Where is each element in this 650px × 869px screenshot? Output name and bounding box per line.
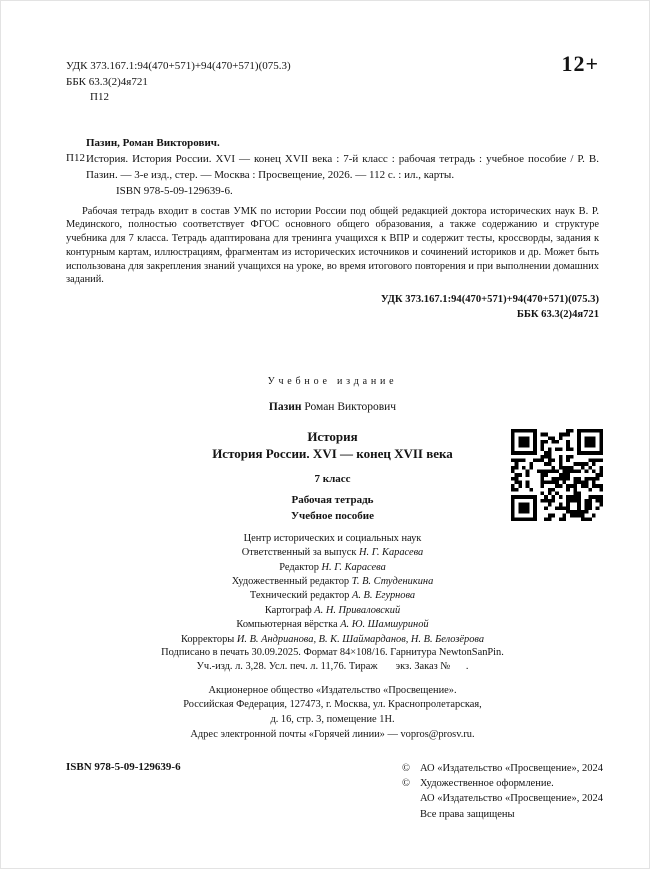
edition-author	[66, 401, 599, 413]
copyright-symbol	[402, 791, 420, 806]
age-rating-mark: 12+	[561, 51, 599, 76]
credit-name: И. В. Андрианова, В. К. Шаймарданов, Н. В. Белозёрова	[236, 633, 485, 645]
credit-line	[66, 633, 599, 647]
header	[66, 51, 599, 106]
author-surname: Пазин	[268, 401, 302, 413]
subtitle-edu-aid: Учебное пособие	[290, 509, 375, 522]
credit-role: Технический редактор	[249, 590, 350, 602]
imprint-line1: Подписано в печать 30.09.2025. Формат 84×108/16. Гарнитура NewtonSanPin.	[161, 647, 504, 658]
credit-line	[66, 561, 599, 575]
credit-role: Художественный редактор	[231, 576, 350, 588]
copyright-block	[402, 761, 603, 822]
credit-name: Н. Г. Карасева	[359, 547, 424, 559]
grade-label: 7 класс	[314, 473, 351, 486]
biblio-author: Пазин, Роман Викторович.	[86, 137, 220, 149]
staff-credits	[66, 532, 599, 647]
credit-role: Ответственный за выпуск	[241, 547, 357, 559]
annotation-paragraph: Рабочая тетрадь входит в состав УМК по истории России под общей редакцией доктора исторических наук В. Р. Мединского, полностью соответствует ФГОС основного общего образования, а также содержанию и структуре учебника для 7 класса. Тетрадь адаптирована для тренинга учащихся к ВПР и содержит тесты, кроссворды, задания к контурным картам, иллюстрациям, фрагментам из исторических источников и сочинений историков и др. Может быть использована для закрепления знаний учащихся на уроке, во время итогового повторения и при выполнении домашних заданий.	[66, 205, 599, 286]
copyright-symbol: ©	[401, 763, 410, 774]
publisher-address-line2: д. 16, стр. 3, помещение 1Н.	[270, 713, 395, 725]
publisher-name: Акционерное общество «Издательство «Просвещение».	[208, 685, 457, 696]
udk-right-line: УДК 373.167.1:94(470+571)+94(470+571)(075.3)	[380, 294, 599, 306]
hotline-email: Адрес электронной почты «Горячей линии» — vopros@prosv.ru.	[190, 729, 475, 740]
imprint-line2: Уч.-изд. л. 3,28. Усл. печ. л. 11,76. Тираж экз. Заказ № .	[196, 661, 469, 673]
credit-line	[66, 546, 599, 560]
udk-bbk-right-block	[66, 293, 599, 323]
copyright-line	[402, 791, 603, 806]
bbk-right-line: ББК 63.3(2)4я721	[516, 308, 599, 320]
udk-line: УДК 373.167.1:94(470+571)+94(470+571)(075.3)	[66, 60, 291, 72]
credit-role: Корректоры	[180, 633, 235, 645]
credit-role: Редактор	[279, 561, 319, 573]
author-sign-code: П12	[90, 91, 109, 104]
footer-isbn: ISBN 978-5-09-129639-6	[66, 761, 181, 773]
biblio-code: П12	[66, 152, 85, 164]
credit-role: Картограф	[264, 604, 312, 616]
credit-role: Компьютерная вёрстка	[236, 619, 338, 631]
copyright-text: Все права защищены	[419, 808, 515, 820]
contact-line	[66, 728, 599, 742]
copyright-line	[402, 761, 603, 776]
credit-line	[66, 575, 599, 589]
credit-line	[66, 604, 599, 618]
copyright-text: Художественное оформление.	[419, 778, 554, 790]
credit-name: А. Н. Приваловский	[314, 604, 401, 616]
credit-name: А. В. Егурнова	[351, 590, 416, 602]
copyright-text: АО «Издательство «Просвещение», 2024	[419, 763, 603, 774]
credit-name: Т. В. Студеникина	[351, 576, 434, 588]
biblio-description: История. История России. XVI — конец XVII века : 7-й класс : рабочая тетрадь : учебное пособие / Р. В. Пазин. — 3-е изд., стер. — Москва : Просвещение, 2026. — 112 с. : ил., карты.	[86, 152, 599, 181]
print-imprint	[66, 646, 599, 675]
credit-name: Н. Г. Карасева	[321, 561, 386, 573]
publisher-address-line1: Российская Федерация, 127473, г. Москва, ул. Краснопролетарская,	[183, 699, 482, 711]
author-given-names: Роман Викторович	[304, 401, 397, 413]
biblio-isbn: ISBN 978-5-09-129639-6.	[116, 184, 233, 197]
footer	[66, 761, 603, 822]
copyright-line	[402, 807, 603, 822]
book-title-line2: История России. XVI — конец XVII века	[212, 446, 453, 462]
publisher-block	[66, 684, 599, 727]
copyright-symbol	[402, 807, 420, 822]
credit-name: А. Ю. Шамшуриной	[340, 619, 429, 631]
bibliographic-record	[66, 136, 599, 323]
credit-line	[66, 589, 599, 603]
copyright-text: АО «Издательство «Просвещение», 2024	[419, 793, 603, 805]
credits-center-label: Центр исторических и социальных наук	[243, 533, 422, 544]
credit-line	[66, 618, 599, 632]
bbk-line: ББК 63.3(2)4я721	[66, 75, 148, 88]
copyright-line	[402, 776, 603, 791]
edition-kind-label: Учебное издание	[267, 376, 398, 387]
book-title-line1: История	[307, 429, 358, 444]
copyright-symbol: ©	[401, 778, 410, 790]
biblio-entry	[66, 136, 599, 200]
subtitle-workbook: Рабочая тетрадь	[291, 494, 374, 507]
classification-codes	[66, 59, 599, 106]
qr-code	[511, 429, 603, 521]
